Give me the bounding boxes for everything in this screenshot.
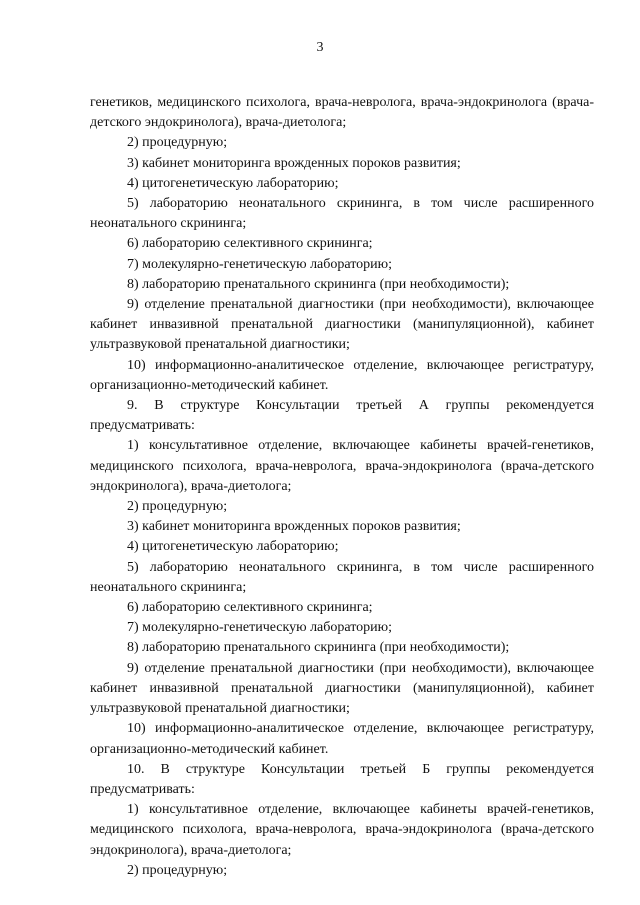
paragraph: 1) консультативное отделение, включающее кабинеты врачей-генетиков, медицинского психолога, врача-невролога, врача-эндокринолога (врача-детского эндокринолога), врача-диетолога; bbox=[90, 438, 594, 494]
paragraph: 8) лабораторию пренатального скрининга (при необходимости); bbox=[127, 640, 510, 656]
paragraph: 3) кабинет мониторинга врожденных пороков развития; bbox=[127, 519, 461, 535]
paragraph: 10. В структуре Консультации третьей Б группы рекомендуется предусматривать: bbox=[90, 761, 594, 797]
paragraph: 4) цитогенетическую лабораторию; bbox=[127, 175, 339, 191]
document-body bbox=[90, 93, 594, 881]
paragraph: 6) лабораторию селективного скрининга; bbox=[127, 600, 373, 616]
paragraph: 2) процедурную; bbox=[127, 499, 228, 515]
paragraph: 5) лабораторию неонатального скрининга, в том числе расширенного неонатального скрининга; bbox=[90, 559, 594, 595]
paragraph: 6) лабораторию селективного скрининга; bbox=[127, 236, 373, 252]
paragraph: 10) информационно-аналитическое отделение, включающее регистратуру, организационно-методический кабинет. bbox=[90, 721, 594, 757]
paragraph: 3) кабинет мониторинга врожденных пороков развития; bbox=[127, 155, 461, 171]
paragraph: 1) консультативное отделение, включающее кабинеты врачей-генетиков, медицинского психолога, врача-невролога, врача-эндокринолога (врача-детского эндокринолога), врача-диетолога; bbox=[90, 802, 594, 858]
paragraph: 2) процедурную; bbox=[127, 862, 228, 878]
paragraph: 9) отделение пренатальной диагностики (при необходимости), включающее кабинет инвазивной пренатальной диагностики (манипуляционной), кабинет ультразвуковой пренатальной диагностики; bbox=[90, 297, 594, 353]
paragraph: 7) молекулярно-генетическую лабораторию; bbox=[127, 620, 393, 636]
paragraph: 9) отделение пренатальной диагностики (при необходимости), включающее кабинет инвазивной пренатальной диагностики (манипуляционной), кабинет ультразвуковой пренатальной диагностики; bbox=[90, 660, 594, 717]
paragraph: 2) процедурную; bbox=[127, 135, 228, 151]
page-number: 3 bbox=[316, 40, 324, 55]
paragraph: 7) молекулярно-генетическую лабораторию; bbox=[127, 256, 393, 272]
paragraph: 4) цитогенетическую лабораторию; bbox=[127, 539, 339, 555]
paragraph: 10) информационно-аналитическое отделение, включающее регистратуру, организационно-методический кабинет. bbox=[90, 357, 594, 393]
paragraph: 5) лабораторию неонатального скрининга, в том числе расширенного неонатального скрининга; bbox=[90, 196, 594, 232]
paragraph: 8) лабораторию пренатального скрининга (при необходимости); bbox=[127, 276, 510, 292]
paragraph: генетиков, медицинского психолога, врача-невролога, врача-эндокринолога (врача-детского эндокринолога), врача-диетолога; bbox=[90, 95, 594, 131]
paragraph: 9. В структуре Консультации третьей А группы рекомендуется предусматривать: bbox=[90, 398, 594, 434]
